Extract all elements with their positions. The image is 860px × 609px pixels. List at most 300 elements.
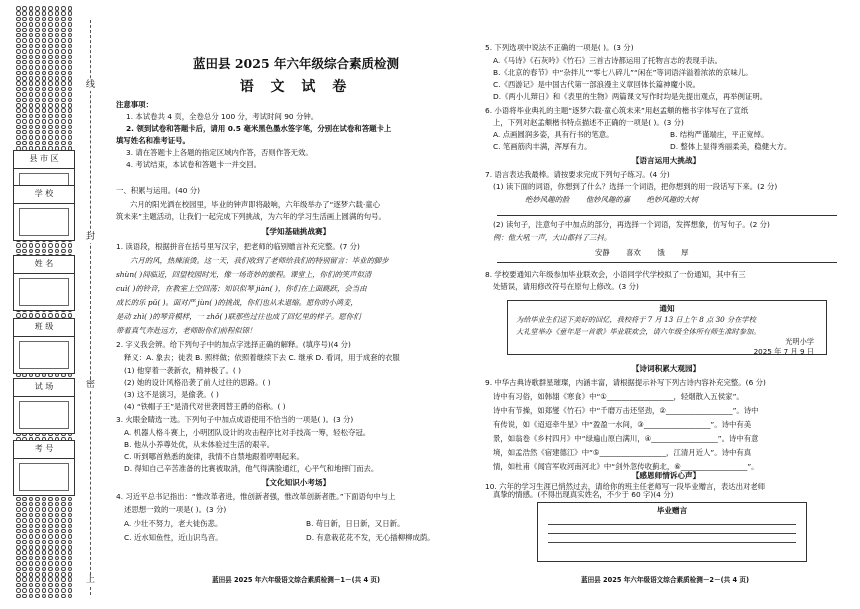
q2-item: (3) 这不是演习，是偷袭。( ) <box>124 390 219 399</box>
punch-hole <box>29 44 34 49</box>
punch-hole <box>29 545 34 550</box>
q3-option: D. 得知自己辛苦准备的比赛被取消，他气得满脸通红，心平气和地摔门而去。 <box>124 464 379 473</box>
punch-hole <box>42 108 47 113</box>
punch-hole <box>16 49 21 54</box>
punch-hole <box>35 249 40 254</box>
q7-word: 绝妙风趣的大树 <box>646 195 699 204</box>
punch-hole <box>55 49 60 54</box>
q1-text: cuì( )的铃音，在教室上空回荡；知识似琴 jiàn( )，你们在上面跳跃，会当由 <box>116 284 367 293</box>
q7-word: 他妙风趣的嘉 <box>585 195 631 204</box>
punch-hole <box>55 545 60 550</box>
class-field[interactable] <box>19 341 69 369</box>
room-label: 试 场 <box>14 379 74 397</box>
punch-hole <box>29 98 34 103</box>
punch-hole <box>16 33 21 38</box>
answer-line[interactable] <box>497 262 837 263</box>
punch-hole <box>68 529 73 534</box>
punch-hole <box>55 572 60 577</box>
part1-intro: 筑未来”主题活动，让我们一起完成下列挑战，为六年的学习生活画上圆满的句号。 <box>116 212 386 221</box>
punch-hole <box>48 49 53 54</box>
school-box <box>13 185 75 241</box>
punch-hole <box>55 502 60 507</box>
punch-hole <box>48 87 53 92</box>
q7b-word: 饿 <box>657 248 665 257</box>
punch-hole <box>68 518 73 523</box>
punch-hole <box>16 103 21 108</box>
punch-hole <box>61 583 66 588</box>
answer-line[interactable] <box>548 524 796 525</box>
punch-hole <box>22 550 27 555</box>
punch-hole <box>48 119 53 124</box>
punch-hole <box>35 49 40 54</box>
punch-hole <box>61 28 66 33</box>
exam-number-box <box>13 440 75 496</box>
punch-hole <box>48 572 53 577</box>
punch-hole <box>48 28 53 33</box>
q10-stem: 真挚的情感。(不得出现真实姓名，不少于 60 字)(4 分) <box>493 490 674 499</box>
punch-hole <box>55 60 60 65</box>
q2-item: (4) “铁帽子王”是清代对世袭罔替王爵的俗称。( ) <box>124 402 286 411</box>
punch-hole <box>48 60 53 65</box>
punch-hole <box>55 119 60 124</box>
punch-hole <box>55 130 60 135</box>
punch-hole <box>42 567 47 572</box>
note-item: 4. 考试结束，本试卷和答题卡一并交回。 <box>126 160 262 169</box>
punch-hole <box>42 76 47 81</box>
part1-title: 一、积累与运用。(40 分) <box>116 186 201 195</box>
punch-hole <box>22 22 27 27</box>
punch-hole <box>16 11 21 16</box>
punch-hole <box>29 33 34 38</box>
punch-hole <box>35 108 40 113</box>
punch-hole <box>68 583 73 588</box>
punch-hole <box>68 497 73 502</box>
punch-hole <box>29 561 34 566</box>
punch-hole <box>48 17 53 22</box>
punch-hole <box>48 529 53 534</box>
punch-hole <box>35 55 40 60</box>
punch-hole <box>48 545 53 550</box>
section-heading: 【文化知识小考场】 <box>261 478 331 487</box>
punch-hole <box>29 130 34 135</box>
punch-hole <box>16 98 21 103</box>
punch-hole <box>42 545 47 550</box>
punch-hole <box>48 518 53 523</box>
q6-option: C. 笔画筋肉丰满，浑厚有力。 <box>493 142 592 151</box>
punch-hole <box>22 55 27 60</box>
punch-hole <box>42 529 47 534</box>
punch-hole <box>29 524 34 529</box>
punch-hole <box>16 545 21 550</box>
note-item: 2. 领到试卷和答题卡后，请用 0.5 毫米黑色墨水签字笔，分别在试卷和答题卡上 <box>126 124 392 133</box>
punch-hole <box>22 594 27 599</box>
binding-dashed-line <box>90 20 91 595</box>
q4-stem: 述思想一致的一项是( )。(3 分) <box>124 505 227 514</box>
punch-hole <box>29 76 34 81</box>
punch-hole <box>35 583 40 588</box>
punch-hole <box>68 524 73 529</box>
punch-hole <box>16 119 21 124</box>
punch-hole <box>16 534 21 539</box>
punch-hole <box>55 583 60 588</box>
exam-number-label: 考 号 <box>14 441 74 459</box>
answer-line[interactable] <box>497 215 837 216</box>
punch-hole <box>16 567 21 572</box>
q7-example: 例：他大吼一声，大山都抖了三抖。 <box>493 233 612 242</box>
punch-hole <box>68 119 73 124</box>
farewell-answer-box[interactable] <box>537 502 807 562</box>
punch-hole <box>35 497 40 502</box>
punch-hole <box>35 513 40 518</box>
punch-hole <box>48 561 53 566</box>
punch-hole <box>29 243 34 248</box>
punch-hole <box>68 502 73 507</box>
punch-hole <box>22 6 27 11</box>
punch-hole <box>16 76 21 81</box>
punch-hole <box>22 561 27 566</box>
part1-intro: 六月的阳光洒在校园里，毕业的钟声即将敲响，六年级举办了“逐梦六载·童心 <box>130 200 381 209</box>
punch-hole <box>35 529 40 534</box>
punch-hole <box>42 17 47 22</box>
hole-row <box>16 594 72 599</box>
punch-hole <box>22 502 27 507</box>
punch-hole <box>22 44 27 49</box>
punch-hole <box>29 38 34 43</box>
q2-item: (2) 她的设计风格沿袭了前人过往的思路。( ) <box>124 378 271 387</box>
punch-hole <box>29 577 34 582</box>
punch-hole <box>68 28 73 33</box>
punch-hole <box>35 567 40 572</box>
punch-hole <box>48 92 53 97</box>
punch-hole <box>42 92 47 97</box>
punch-hole <box>29 55 34 60</box>
notice-body: 大礼堂举办《童年是一首歌》毕业联欢会，请六年级全体所有师生准时参加。 <box>516 326 761 336</box>
punch-hole <box>68 545 73 550</box>
punch-hole <box>29 583 34 588</box>
punch-hole <box>42 588 47 593</box>
q2-item: (1) 他穿着一袭新衣，精神极了。( ) <box>124 366 242 375</box>
section-heading: 【学知基础挑战赛】 <box>261 227 331 236</box>
punch-hole <box>35 540 40 545</box>
punch-hole <box>68 243 73 248</box>
punch-hole <box>29 17 34 22</box>
punch-hole <box>16 130 21 135</box>
punch-hole <box>61 103 66 108</box>
punch-hole <box>29 81 34 86</box>
punch-hole <box>55 87 60 92</box>
q7-sub: (2) 读句子，注意句子中加点的部分，再选择一个词语，发挥想象，仿写句子。(2 分) <box>493 220 770 229</box>
punch-hole <box>55 513 60 518</box>
name-field[interactable] <box>19 278 69 306</box>
punch-hole <box>48 567 53 572</box>
punch-hole <box>48 130 53 135</box>
punch-hole <box>68 44 73 49</box>
punch-hole <box>29 125 34 130</box>
punch-hole <box>55 529 60 534</box>
punch-hole <box>35 502 40 507</box>
punch-hole <box>42 583 47 588</box>
punch-hole <box>68 507 73 512</box>
q9-line: 诗中有习俗，如韩翃《寒食》中“①__________________，轻烟散入五侯家”。 <box>493 392 744 401</box>
punch-hole <box>42 556 47 561</box>
punch-hole <box>55 114 60 119</box>
punch-hole <box>68 65 73 70</box>
punch-hole <box>42 38 47 43</box>
punch-hole <box>42 550 47 555</box>
punch-hole <box>42 98 47 103</box>
punch-hole <box>68 594 73 599</box>
punch-hole <box>42 81 47 86</box>
punch-hole <box>42 55 47 60</box>
binding-word-shang: 上 <box>85 575 95 585</box>
punch-hole <box>22 92 27 97</box>
q6-option: B. 结构严谨端庄，平正宽绰。 <box>670 130 769 139</box>
punch-hole <box>22 108 27 113</box>
punch-hole <box>35 550 40 555</box>
punch-hole <box>48 11 53 16</box>
punch-hole <box>42 243 47 248</box>
punch-hole <box>16 243 21 248</box>
punch-hole <box>55 11 60 16</box>
name-label: 姓 名 <box>14 256 74 274</box>
exam-title: 蓝田县 2025 年六年级综合素质检测 <box>193 56 399 71</box>
q8-stem: 8. 学校要通知六年级参加毕业联欢会，小语同学代学校拟了一份通知，其中有三 <box>485 270 746 279</box>
punch-hole <box>16 6 21 11</box>
notes-heading: 注意事项： <box>116 100 153 109</box>
punch-hole <box>61 550 66 555</box>
punch-hole <box>22 243 27 248</box>
punch-hole <box>68 534 73 539</box>
punch-hole <box>42 6 47 11</box>
punch-hole <box>55 141 60 146</box>
punch-hole <box>16 497 21 502</box>
punch-hole <box>22 556 27 561</box>
punch-hole <box>55 28 60 33</box>
punch-hole <box>22 33 27 38</box>
punch-hole <box>48 550 53 555</box>
punch-hole <box>29 540 34 545</box>
punch-hole <box>55 98 60 103</box>
punch-hole <box>55 76 60 81</box>
punch-hole <box>42 594 47 599</box>
punch-hole <box>35 92 40 97</box>
q4-stem: 4. 习近平总书记指出：“惟改革者进，惟创新者强，惟改革创新者胜。”下面语句中与上 <box>116 492 396 501</box>
punch-hole <box>55 556 60 561</box>
punch-hole <box>61 502 66 507</box>
punch-hole <box>68 17 73 22</box>
room-field[interactable] <box>19 401 69 429</box>
punch-hole <box>16 518 21 523</box>
punch-hole <box>22 529 27 534</box>
punch-hole <box>61 44 66 49</box>
punch-hole <box>48 22 53 27</box>
punch-hole <box>35 71 40 76</box>
punch-hole <box>42 141 47 146</box>
punch-hole <box>68 92 73 97</box>
punch-hole <box>48 594 53 599</box>
q7b-word: 厚 <box>681 248 689 257</box>
punch-hole <box>29 114 34 119</box>
punch-hole <box>29 513 34 518</box>
punch-hole <box>48 98 53 103</box>
punch-hole <box>22 130 27 135</box>
punch-hole <box>35 22 40 27</box>
punch-hole <box>22 65 27 70</box>
answer-line[interactable] <box>548 533 796 534</box>
punch-hole <box>16 60 21 65</box>
punch-hole <box>61 114 66 119</box>
punch-hole <box>61 130 66 135</box>
punch-hole <box>22 583 27 588</box>
punch-hole <box>55 524 60 529</box>
punch-hole <box>61 98 66 103</box>
punch-hole <box>55 44 60 49</box>
punch-hole <box>61 92 66 97</box>
room-box <box>13 378 75 434</box>
punch-hole <box>55 507 60 512</box>
q3-option: A. 机器人格斗赛上，小明团队设计的攻击程序比对手技高一筹，轻松夺冠。 <box>124 428 371 437</box>
punch-hole <box>35 60 40 65</box>
punch-hole <box>16 540 21 545</box>
punch-hole <box>16 87 21 92</box>
punch-hole <box>68 33 73 38</box>
punch-hole <box>35 135 40 140</box>
punch-hole <box>22 11 27 16</box>
punch-hole <box>42 518 47 523</box>
exam-number-field[interactable] <box>19 463 69 491</box>
punch-hole <box>61 81 66 86</box>
page-footer: 蓝田县 2025 年六年级语文综合素质检测－1－(共 4 页) <box>211 576 381 584</box>
punch-hole <box>68 38 73 43</box>
punch-hole <box>61 135 66 140</box>
punch-hole <box>55 594 60 599</box>
punch-hole <box>48 502 53 507</box>
note-item: 3. 请在答题卡上各题的指定区域内作答，否则作答无效。 <box>126 148 313 157</box>
q9-line: 景，如翁卷《乡村四月》中“绿遍山原白满川，④__________________”。诗中有意 <box>493 434 759 443</box>
punch-hole <box>42 572 47 577</box>
punch-hole <box>68 540 73 545</box>
q5-option: B.《北京的春节》中“杂拌儿”“零七八碎儿”“闲在”等词语洋溢着浓浓的京味儿。 <box>493 68 753 77</box>
punch-hole <box>16 502 21 507</box>
punch-hole <box>61 513 66 518</box>
punch-hole <box>61 529 66 534</box>
section-heading: 【诗词积累大观园】 <box>631 364 701 373</box>
school-field[interactable] <box>19 208 69 236</box>
punch-hole <box>61 588 66 593</box>
punch-hole <box>48 524 53 529</box>
punch-hole <box>42 65 47 70</box>
q4-option: D. 有意栽花花不发，无心插柳柳成荫。 <box>306 533 435 542</box>
punch-hole <box>22 49 27 54</box>
punch-hole <box>55 108 60 113</box>
q4-option: B. 苟日新，日日新，又日新。 <box>306 519 405 528</box>
punch-hole <box>68 556 73 561</box>
punch-hole <box>22 577 27 582</box>
punch-hole <box>55 561 60 566</box>
punch-hole <box>16 513 21 518</box>
punch-hole <box>22 28 27 33</box>
punch-hole <box>68 81 73 86</box>
punch-hole <box>61 49 66 54</box>
punch-hole <box>29 588 34 593</box>
punch-hole <box>68 577 73 582</box>
punch-hole <box>22 81 27 86</box>
punch-hole <box>48 577 53 582</box>
punch-hole <box>48 108 53 113</box>
q5-option: A.《马诗》《石灰吟》《竹石》三首古诗都运用了托物言志的表现手法。 <box>493 56 722 65</box>
punch-hole <box>48 33 53 38</box>
punch-hole <box>61 567 66 572</box>
punch-hole <box>29 249 34 254</box>
punch-hole <box>48 135 53 140</box>
punch-hole <box>16 594 21 599</box>
q1-text: shùn( )间临近，回望校园时光，像一场奇妙的旅程。课堂上，你们的笑声似清 <box>116 270 372 279</box>
punch-hole <box>35 561 40 566</box>
punch-hole <box>35 534 40 539</box>
q6-option: A. 点画圆润多姿，具有行书的笔意。 <box>493 130 614 139</box>
punch-hole <box>48 38 53 43</box>
punch-hole <box>68 98 73 103</box>
punch-hole <box>16 81 21 86</box>
punch-hole <box>16 529 21 534</box>
punch-hole <box>42 87 47 92</box>
punch-hole <box>48 583 53 588</box>
punch-hole <box>35 577 40 582</box>
punch-hole <box>55 518 60 523</box>
punch-hole <box>16 55 21 60</box>
punch-hole <box>61 11 66 16</box>
punch-hole <box>16 572 21 577</box>
punch-hole <box>61 87 66 92</box>
notice-title: 通知 <box>659 304 675 313</box>
punch-hole <box>29 572 34 577</box>
punch-hole <box>48 6 53 11</box>
punch-hole <box>16 550 21 555</box>
punch-hole <box>22 545 27 550</box>
punch-hole <box>29 28 34 33</box>
punch-hole <box>55 17 60 22</box>
punch-hole <box>68 71 73 76</box>
q7-word: 绝妙风趣的脸 <box>525 195 570 204</box>
answer-line[interactable] <box>548 542 796 543</box>
punch-hole <box>42 119 47 124</box>
punch-hole <box>16 583 21 588</box>
punch-hole <box>16 22 21 27</box>
punch-hole <box>48 497 53 502</box>
punch-hole <box>29 49 34 54</box>
punch-hole <box>48 114 53 119</box>
punch-hole <box>35 103 40 108</box>
punch-hole <box>29 497 34 502</box>
punch-hole <box>48 103 53 108</box>
q9-stem: 9. 中华古典诗歌群星璀璨，内涵丰富，请根据提示补写下列古诗内容补充完整。(6 分) <box>485 378 766 387</box>
punch-hole <box>61 65 66 70</box>
punch-hole <box>35 556 40 561</box>
punch-hole <box>55 567 60 572</box>
county-label: 县 市 区 <box>14 151 74 169</box>
punch-hole <box>42 11 47 16</box>
punch-hole <box>42 60 47 65</box>
punch-hole <box>16 108 21 113</box>
punch-hole <box>22 497 27 502</box>
punch-hole <box>61 22 66 27</box>
punch-hole <box>16 135 21 140</box>
punch-hole <box>35 11 40 16</box>
punch-hole <box>55 497 60 502</box>
punch-hole <box>29 550 34 555</box>
punch-hole <box>61 594 66 599</box>
punch-hole <box>29 108 34 113</box>
